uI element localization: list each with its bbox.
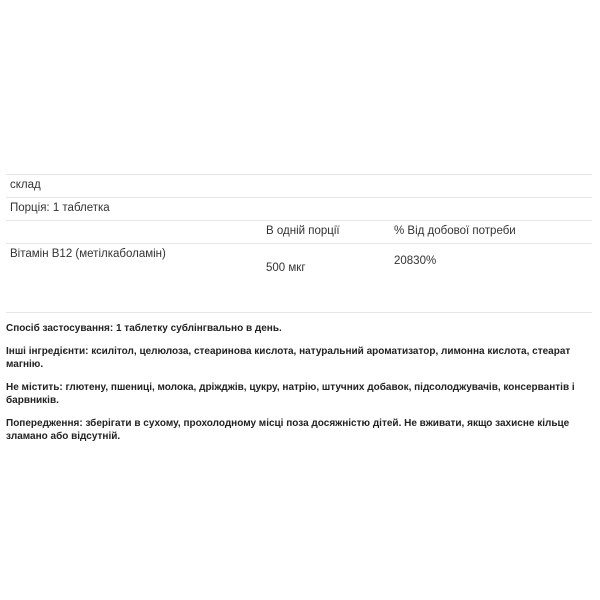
amount-header: В одній порції bbox=[266, 225, 340, 237]
nutrient-daily-value: 20830% bbox=[394, 255, 437, 267]
free-of-text: Не містить: глютену, пшениці, молока, дріжджів, цукру, натрію, штучних добавок, підсолоджувачів, консервантів і барвників. bbox=[6, 382, 575, 406]
table-title-row bbox=[6, 175, 592, 198]
serving-size-row bbox=[6, 198, 592, 221]
warning-text: Попередження: зберігати в сухому, прохолодному місці поза досяжністю дітей. Не вживати, якщо захисне кільце зламано або відсутній. bbox=[6, 418, 570, 442]
column-header-row bbox=[6, 221, 592, 244]
daily-value-header: % Від добової потреби bbox=[394, 225, 516, 237]
other-ingredients-text: Інші інгредієнти: ксилітол, целюлоза, стеаринова кислота, натуральний ароматизатор, лимонна кислота, стеарат магнію. bbox=[6, 346, 571, 370]
nutrient-amount: 500 мкг bbox=[266, 262, 306, 274]
supplement-facts-table bbox=[6, 174, 592, 313]
table-row bbox=[6, 244, 592, 313]
table-title: склад bbox=[10, 179, 41, 191]
product-notes bbox=[6, 322, 592, 453]
serving-size: Порція: 1 таблетка bbox=[10, 202, 110, 214]
nutrient-name: Вітамін B12 (метілкаболамін) bbox=[10, 248, 166, 260]
usage-text: Спосіб застосування: 1 таблетку сублінгвально в день. bbox=[6, 323, 282, 334]
